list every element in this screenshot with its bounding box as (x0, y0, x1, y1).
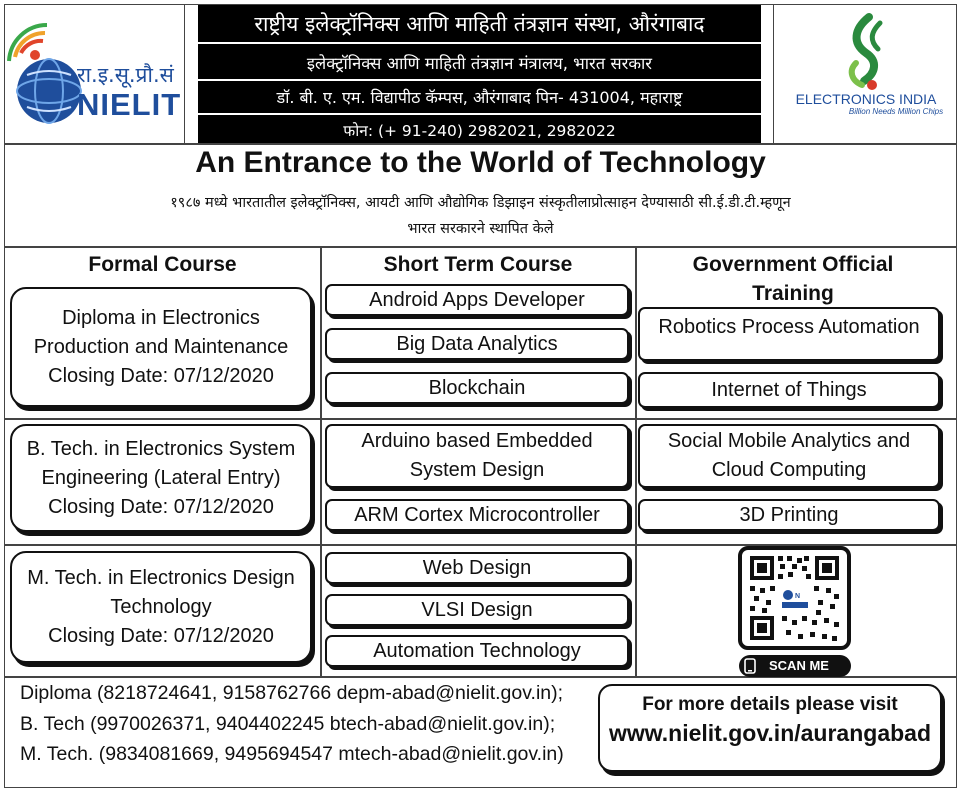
short-course-label: Blockchain (428, 376, 526, 399)
formal-course-mtech[interactable] (10, 551, 312, 663)
electronics-india-wordmark: ELECTRONICS INDIA (795, 91, 937, 107)
qr-code-icon (742, 550, 847, 646)
column-header-government: Government Official Training (692, 253, 894, 305)
subtitle-line-1: १९८७ मध्ये भारतातील इलेक्ट्रॉनिक्स, आयटी आणि औद्योगिक डिझाइन संस्कृतीलाप्रोत्साहन देण्यासाठी सी.ई.डी.टी.म्हणून (170, 195, 791, 211)
short-course-label: Automation Technology (373, 639, 581, 662)
subtitle-line-2: भारत सरकारने स्थापित केले (407, 221, 554, 237)
column-header-formal: Formal Course (88, 253, 237, 276)
contact-diploma: Diploma (8218724641, 9158762766 depm-abad@nielit.gov.in); (20, 682, 564, 704)
column-header-short-term: Short Term Course (383, 253, 573, 276)
scan-me-badge (739, 655, 851, 677)
svg-text:N: N (795, 593, 801, 600)
short-course-label: Arduino based Embedded System Design (361, 430, 593, 481)
phone-icon (744, 658, 756, 674)
short-course-label: VLSI Design (421, 598, 533, 621)
electronics-india-logo (773, 5, 956, 143)
electronics-india-emblem-icon (774, 5, 957, 143)
gov-training-3d-printing[interactable] (638, 499, 940, 531)
contact-mtech: M. Tech. (9834081669, 9495694547 mtech-abad@nielit.gov.in) (20, 743, 564, 765)
short-course-label: ARM Cortex Microcontroller (354, 503, 600, 526)
formal-course-diploma[interactable] (10, 287, 312, 407)
page-title: An Entrance to the World of Technology (195, 146, 766, 179)
ministry-line: इलेक्ट्रॉनिक्स आणि माहिती तंत्रज्ञान मंत्रालय, भारत सरकार (306, 54, 653, 73)
short-course-label: Android Apps Developer (369, 288, 585, 311)
short-course-arm-cortex[interactable] (325, 499, 629, 531)
short-course-web-design[interactable] (325, 552, 629, 584)
short-course-automation[interactable] (325, 635, 629, 667)
short-course-blockchain[interactable] (325, 372, 629, 404)
electronics-india-tagline: Billion Needs Million Chips (848, 107, 944, 116)
gov-training-label: 3D Printing (739, 503, 839, 526)
more-details-text: For more details please visit (642, 694, 898, 715)
formal-course-label: M. Tech. in Electronics Design Technology Closing Date: 07/12/2020 (27, 566, 295, 647)
gov-training-label: Internet of Things (711, 378, 867, 401)
address-line: डॉ. बी. ए. एम. विद्यापीठ कॅम्पस, औरंगाबाद पिन- 431004, महाराष्ट्र (276, 88, 683, 107)
phone-line: फोन: (+ 91-240) 2982021, 2982022 (343, 122, 616, 140)
institute-header (198, 5, 761, 143)
scan-me-label: SCAN ME (769, 658, 829, 673)
gov-training-label: Social Mobile Analytics and Cloud Computing (667, 430, 911, 481)
short-course-big-data[interactable] (325, 328, 629, 360)
nielit-hindi-acronym: रा.इ.सू.प्रौ.सं (77, 63, 174, 87)
institute-name: राष्ट्रीय इलेक्ट्रॉनिक्स आणि माहिती तंत्रज्ञान संस्था, औरंगाबाद (254, 12, 705, 36)
gov-training-rpa[interactable] (638, 307, 940, 361)
short-course-label: Big Data Analytics (396, 332, 558, 355)
formal-course-label: B. Tech. in Electronics System Engineering (Lateral Entry) Closing Date: 07/12/2020 (26, 437, 296, 518)
formal-course-label: Diploma in Electronics Production and Maintenance Closing Date: 07/12/2020 (33, 306, 289, 387)
nielit-logo (5, 5, 185, 143)
formal-course-btech[interactable] (10, 424, 312, 532)
short-course-vlsi[interactable] (325, 594, 629, 626)
short-course-android[interactable] (325, 284, 629, 316)
website-link[interactable]: www.nielit.gov.in/aurangabad (608, 720, 932, 746)
gov-training-iot[interactable] (638, 372, 940, 408)
gov-training-label: Robotics Process Automation (658, 316, 920, 338)
short-course-arduino[interactable] (325, 424, 629, 488)
more-details-box (598, 684, 942, 772)
subtitle (25, 190, 936, 242)
qr-code[interactable] (738, 546, 851, 650)
gov-training-smac[interactable] (638, 424, 940, 488)
contact-btech: B. Tech (9970026371, 9404402245 btech-abad@nielit.gov.in); (20, 713, 556, 735)
short-course-label: Web Design (422, 556, 532, 579)
nielit-wordmark: NIELIT (77, 87, 182, 122)
